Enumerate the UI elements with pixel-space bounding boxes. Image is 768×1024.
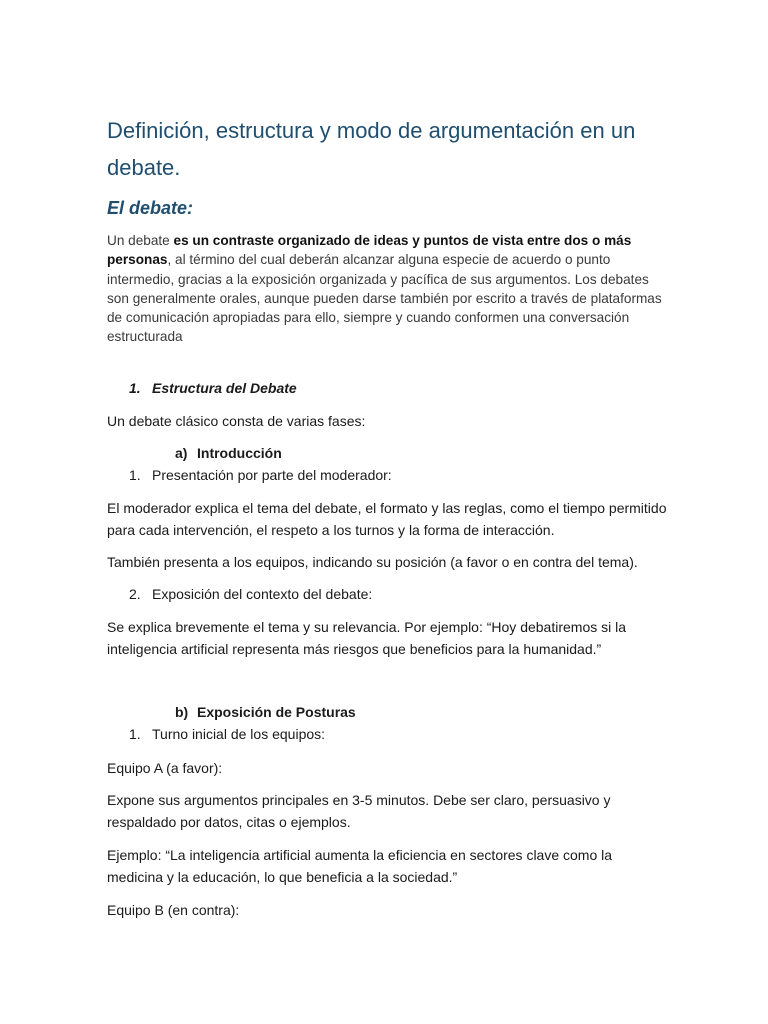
list-item-presentacion xyxy=(129,467,392,483)
subheading-letter: a) xyxy=(175,445,188,461)
list-number: 1. xyxy=(129,726,141,742)
intro-paragraph xyxy=(107,231,667,347)
paragraph-equipos: También presenta a los equipos, indicando su posición (a favor o en contra del tema). xyxy=(107,554,638,570)
paragraph-equipo-b: Equipo B (en contra): xyxy=(107,902,240,918)
intro-bold: es un contraste organizado de ideas y puntos de vista entre dos o más personas xyxy=(107,233,632,268)
heading-estructura xyxy=(129,380,297,396)
list-number: 2. xyxy=(129,586,141,602)
list-item-turno xyxy=(129,726,325,742)
subheading-posturas xyxy=(175,704,356,720)
subheading-letter: b) xyxy=(175,704,189,720)
paragraph-contexto: Se explica brevemente el tema y su relevancia. Por ejemplo: “Hoy debatiremos si la inteligencia artificial representa más riesgos que beneficios para la humanidad.” xyxy=(107,619,627,657)
section-subtitle: El debate: xyxy=(107,198,194,218)
list-item-contexto xyxy=(129,586,372,602)
paragraph-equipo-a: Equipo A (a favor): xyxy=(107,760,223,776)
paragraph-expone: Expone sus argumentos principales en 3-5 minutos. Debe ser claro, persuasivo y respaldado por datos, citas o ejemplos. xyxy=(107,792,611,830)
subheading-introduccion xyxy=(175,445,282,461)
subheading-text: Introducción xyxy=(197,445,282,461)
list-number: 1. xyxy=(129,467,141,483)
list-text: Turno inicial de los equipos: xyxy=(152,726,326,742)
heading-number: 1. xyxy=(129,380,141,396)
paragraph-moderador: El moderador explica el tema del debate, el formato y las reglas, como el tiempo permitido para cada intervención, el respeto a los turnos y la forma de interacción. xyxy=(107,500,667,538)
document-title: Definición, estructura y modo de argumentación en un debate. xyxy=(107,118,636,180)
intro-pre: Un debate xyxy=(107,233,174,248)
list-text: Presentación por parte del moderador: xyxy=(152,467,392,483)
paragraph-fases: Un debate clásico consta de varias fases: xyxy=(107,413,366,429)
paragraph-ejemplo: Ejemplo: “La inteligencia artificial aumenta la eficiencia en sectores clave como la medicina y la educación, lo que beneficia a la sociedad.” xyxy=(107,847,613,885)
list-text: Exposición del contexto del debate: xyxy=(152,586,373,602)
subheading-text: Exposición de Posturas xyxy=(197,704,356,720)
intro-post: , al término del cual deberán alcanzar alguna especie de acuerdo o punto intermedio, gracias a la exposición organizada y pacífica de sus argumentos. Los debates son generalmente orales, aunque pueden darse también por escrito a través de plataformas de comunicación apropiadas para ello, siempre y cuando conformen una conversación estructurada xyxy=(107,252,662,345)
heading-text: Estructura del Debate xyxy=(152,380,297,396)
